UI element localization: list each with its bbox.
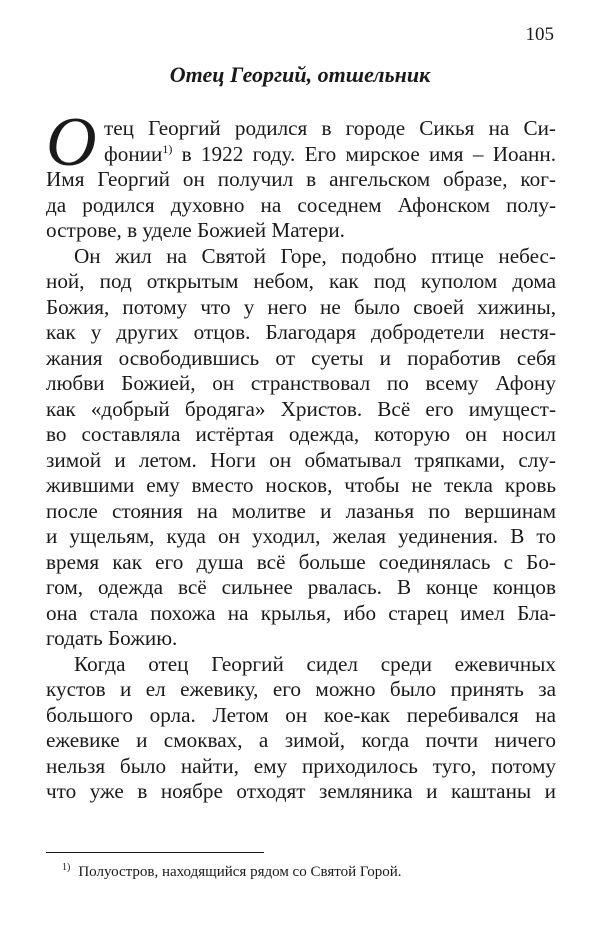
text-line: после стояния на молитве и лазанья по вершинам (46, 498, 556, 523)
text-line: жания освободившись от суеты и поработив себя (46, 345, 556, 370)
text-line: зимой и летом. Ноги он обматывал тряпками, слу- (46, 447, 556, 472)
footnote-divider (46, 852, 264, 853)
text-line: во составляла истёртая одежда, которую он носил (46, 422, 556, 446)
footnote-mark: 1) (62, 862, 71, 873)
footnote-reference[interactable]: 1) (162, 141, 173, 156)
text-line: тец Георгий родился в городе Сикья на Си- (104, 116, 556, 140)
text-line: гом, одежда всё сильнее рвалась. В конце концов (46, 575, 556, 599)
text-line: любви Божией, он странствовал по всему Афону (46, 371, 556, 395)
text-line: Божия, потому что у него не было своей хижины, (46, 294, 556, 319)
text-line (46, 142, 556, 168)
text-line: нельзя было найти, ему приходилось туго, потому (46, 753, 556, 778)
text-line: кустов и ел ежевику, его можно было принять за (46, 677, 556, 701)
text-line: как у других отцов. Благодаря добродетели нестя- (46, 320, 556, 344)
text-line: время как его душа всё больше соединялась с Бо- (46, 549, 556, 574)
footnote-text: Полуостров, находящийся рядом со Святой Горой. (78, 864, 402, 880)
page-number: 105 (525, 24, 554, 45)
footnote (62, 864, 402, 881)
text-line: жившими ему вместо носков, чтобы не текла кровь (46, 473, 556, 497)
text-line: Имя Георгий он получил в ангельском образе, ког- (46, 167, 556, 191)
text-line: Он жил на Святой Горе, подобно птице небес- (74, 243, 556, 268)
text-fragment: в 1922 году. Его мирское имя – Иоанн. (172, 141, 556, 166)
text-line: годать Божию. (46, 626, 178, 650)
text-line: да родился духовно на соседнем Афонском полу- (46, 192, 556, 217)
text-line: ной, под открытым небом, как под куполом дома (46, 269, 556, 293)
drop-cap: О (46, 104, 97, 181)
chapter-title: Отец Георгий, отшельник (169, 62, 431, 87)
text-line: острове, в уделе Божией Матери. (46, 218, 345, 242)
text-line: что уже в ноябре отходят земляника и каштаны и (46, 779, 556, 803)
text-line: большого орла. Летом он кое-как перебивался на (46, 702, 556, 727)
text-line: она стала похожа на крылья, ибо старец имел Бла- (46, 600, 556, 625)
text-line: ежевике и смоквах, а зимой, когда почти ничего (46, 728, 556, 752)
text-line: Когда отец Георгий сидел среди ежевичных (74, 651, 556, 676)
text-line: как «добрый бродяга» Христов. Всё его имущест- (46, 396, 556, 421)
text-line: и ущельям, куда он уходил, желая уединения. В то (46, 524, 556, 548)
body-text (46, 104, 556, 805)
text-fragment: фонии (104, 141, 163, 166)
